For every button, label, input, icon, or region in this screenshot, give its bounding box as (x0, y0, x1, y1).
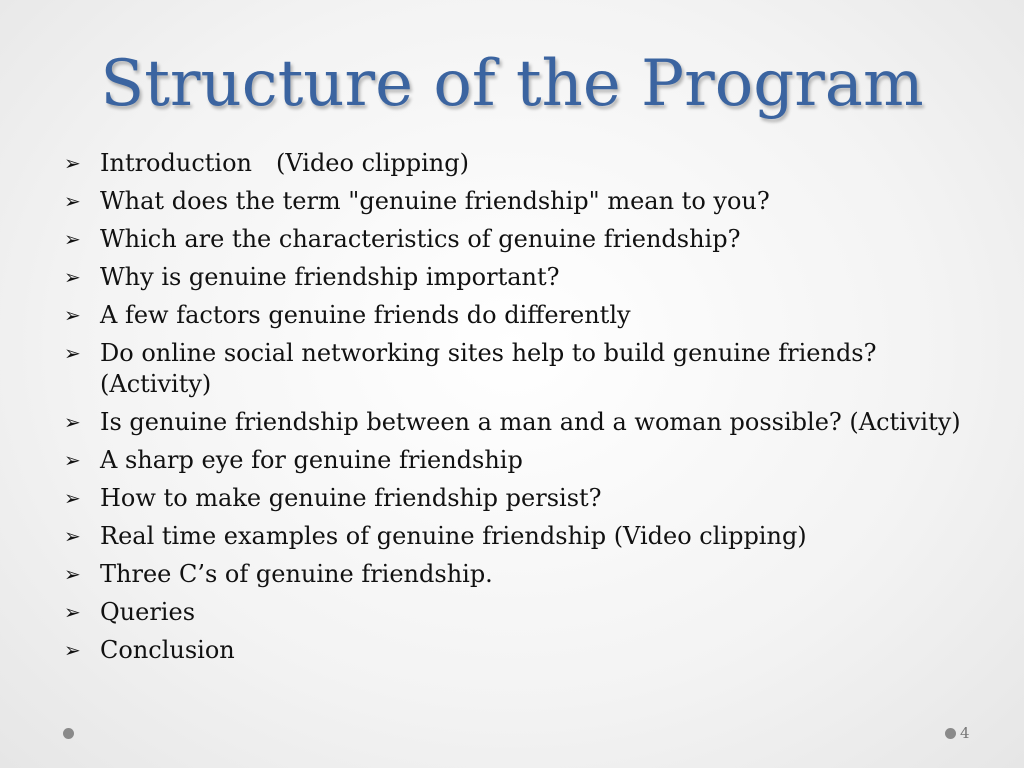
arrowhead-bullet-icon: ➢ (64, 227, 81, 251)
list-item (64, 407, 974, 438)
list-item (64, 635, 974, 666)
arrowhead-bullet-icon: ➢ (64, 561, 81, 586)
arrowhead-bullet-icon: ➢ (64, 409, 81, 434)
list-item-text: Which are the characteristics of genuine friendship? (100, 225, 741, 253)
list-item-text: Three C’s of genuine friendship. (100, 559, 493, 588)
arrowhead-bullet-icon: ➢ (64, 447, 81, 472)
arrowhead-bullet-icon: ➢ (64, 265, 81, 289)
list-item (64, 224, 974, 255)
list-item-text: Introduction (Video clipping) (100, 149, 469, 177)
arrowhead-bullet-icon: ➢ (64, 303, 81, 327)
list-item (64, 597, 974, 628)
list-item-text: What does the term "genuine friendship" mean to you? (100, 187, 770, 215)
list-item-text: A sharp eye for genuine friendship (100, 445, 523, 474)
list-item-text: Do online social networking sites help to build genuine friends? (Activity) (100, 339, 877, 398)
list-item-text: Is genuine friendship between a man and a woman possible? (Activity) (100, 407, 961, 436)
footer-dot-right (945, 728, 956, 739)
arrowhead-bullet-icon: ➢ (64, 599, 81, 624)
list-item-text: Conclusion (100, 635, 235, 664)
list-item-text: Why is genuine friendship important? (100, 263, 560, 291)
list-item (64, 483, 974, 514)
list-item (64, 445, 974, 476)
list-item (64, 186, 974, 217)
list-item-text: Real time examples of genuine friendship (Video clipping) (100, 521, 807, 550)
list-item (64, 521, 974, 552)
list-item-text: How to make genuine friendship persist? (100, 483, 602, 512)
arrowhead-bullet-icon: ➢ (64, 341, 81, 365)
arrowhead-bullet-icon: ➢ (64, 523, 81, 548)
list-item (64, 338, 974, 399)
footer-dot-left (63, 728, 74, 739)
list-item-text: Queries (100, 597, 196, 626)
list-item (64, 262, 974, 293)
list-item (64, 148, 974, 179)
arrowhead-bullet-icon: ➢ (64, 151, 81, 175)
bullet-list (64, 148, 974, 673)
list-item (64, 300, 974, 331)
arrowhead-bullet-icon: ➢ (64, 189, 81, 213)
arrowhead-bullet-icon: ➢ (64, 485, 81, 510)
arrowhead-bullet-icon: ➢ (64, 637, 81, 662)
list-item (64, 559, 974, 590)
page-number: 4 (960, 724, 970, 742)
slide-title: Structure of the Program (100, 47, 924, 121)
list-item-text: A few factors genuine friends do differently (100, 301, 631, 329)
